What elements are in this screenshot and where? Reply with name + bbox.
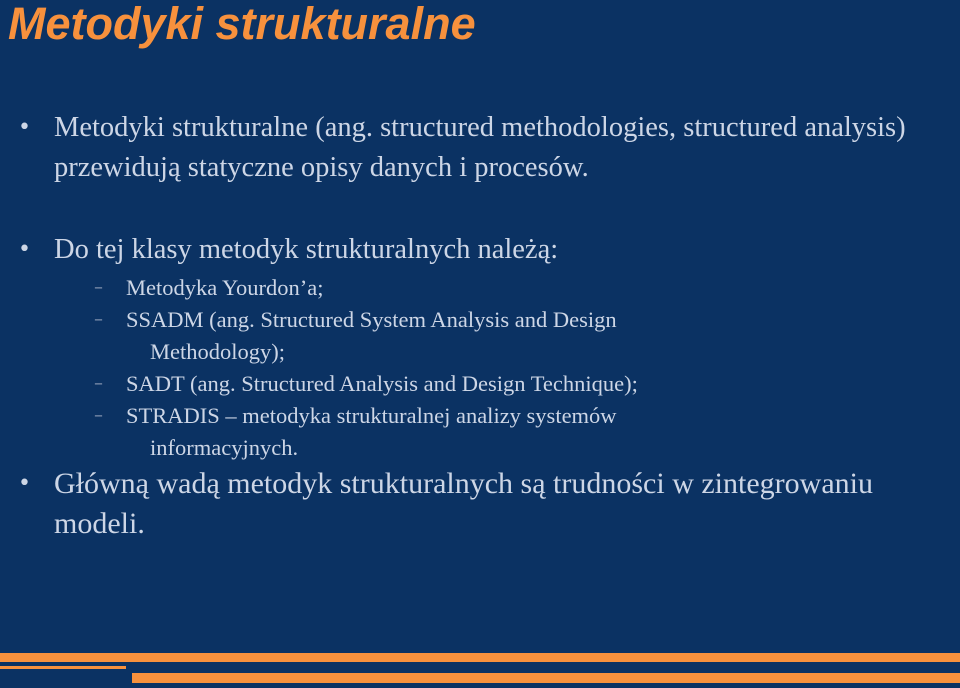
bullet-text: Metodyki strukturalne (ang. structured methodologies, structured analysis) przewidują statyczne opisy danych i procesów. — [54, 112, 906, 183]
dash-icon: – — [94, 277, 103, 298]
dash-icon: – — [94, 309, 103, 330]
bullet-icon: • — [18, 237, 31, 262]
bullet-icon: • — [18, 471, 31, 496]
sub-item-continuation: Methodology); — [150, 339, 285, 364]
accent-bar-thin — [0, 666, 126, 669]
accent-bar-bottom — [132, 673, 960, 683]
bullet-icon: • — [18, 115, 31, 140]
sub-item-text: STRADIS – metodyka strukturalnej analizy systemów — [126, 403, 617, 428]
accent-bar-top — [0, 653, 960, 662]
sub-item-continuation: informacyjnych. — [150, 435, 299, 460]
sub-item-text: SSADM (ang. Structured System Analysis and Design — [126, 307, 617, 332]
bullet-item — [18, 230, 934, 270]
dash-icon: – — [94, 373, 103, 394]
bullet-text: Do tej klasy metodyk strukturalnych należą: — [54, 234, 559, 265]
sub-list-item — [94, 272, 886, 304]
sub-item-text: SADT (ang. Structured Analysis and Design Technique); — [126, 371, 638, 396]
sub-item-text: Metodyka Yourdon’a; — [126, 275, 324, 300]
bullet-item — [18, 108, 934, 188]
sub-list-item — [94, 304, 886, 368]
slide-title: Metodyki strukturalne — [8, 0, 476, 49]
sub-list-item — [94, 400, 886, 464]
bullet-item — [18, 464, 934, 544]
dash-icon: – — [94, 405, 103, 426]
bullet-text: Główną wadą metodyk strukturalnych są trudności w zintegrowaniu modeli. — [54, 467, 873, 540]
sub-list-item — [94, 368, 886, 400]
